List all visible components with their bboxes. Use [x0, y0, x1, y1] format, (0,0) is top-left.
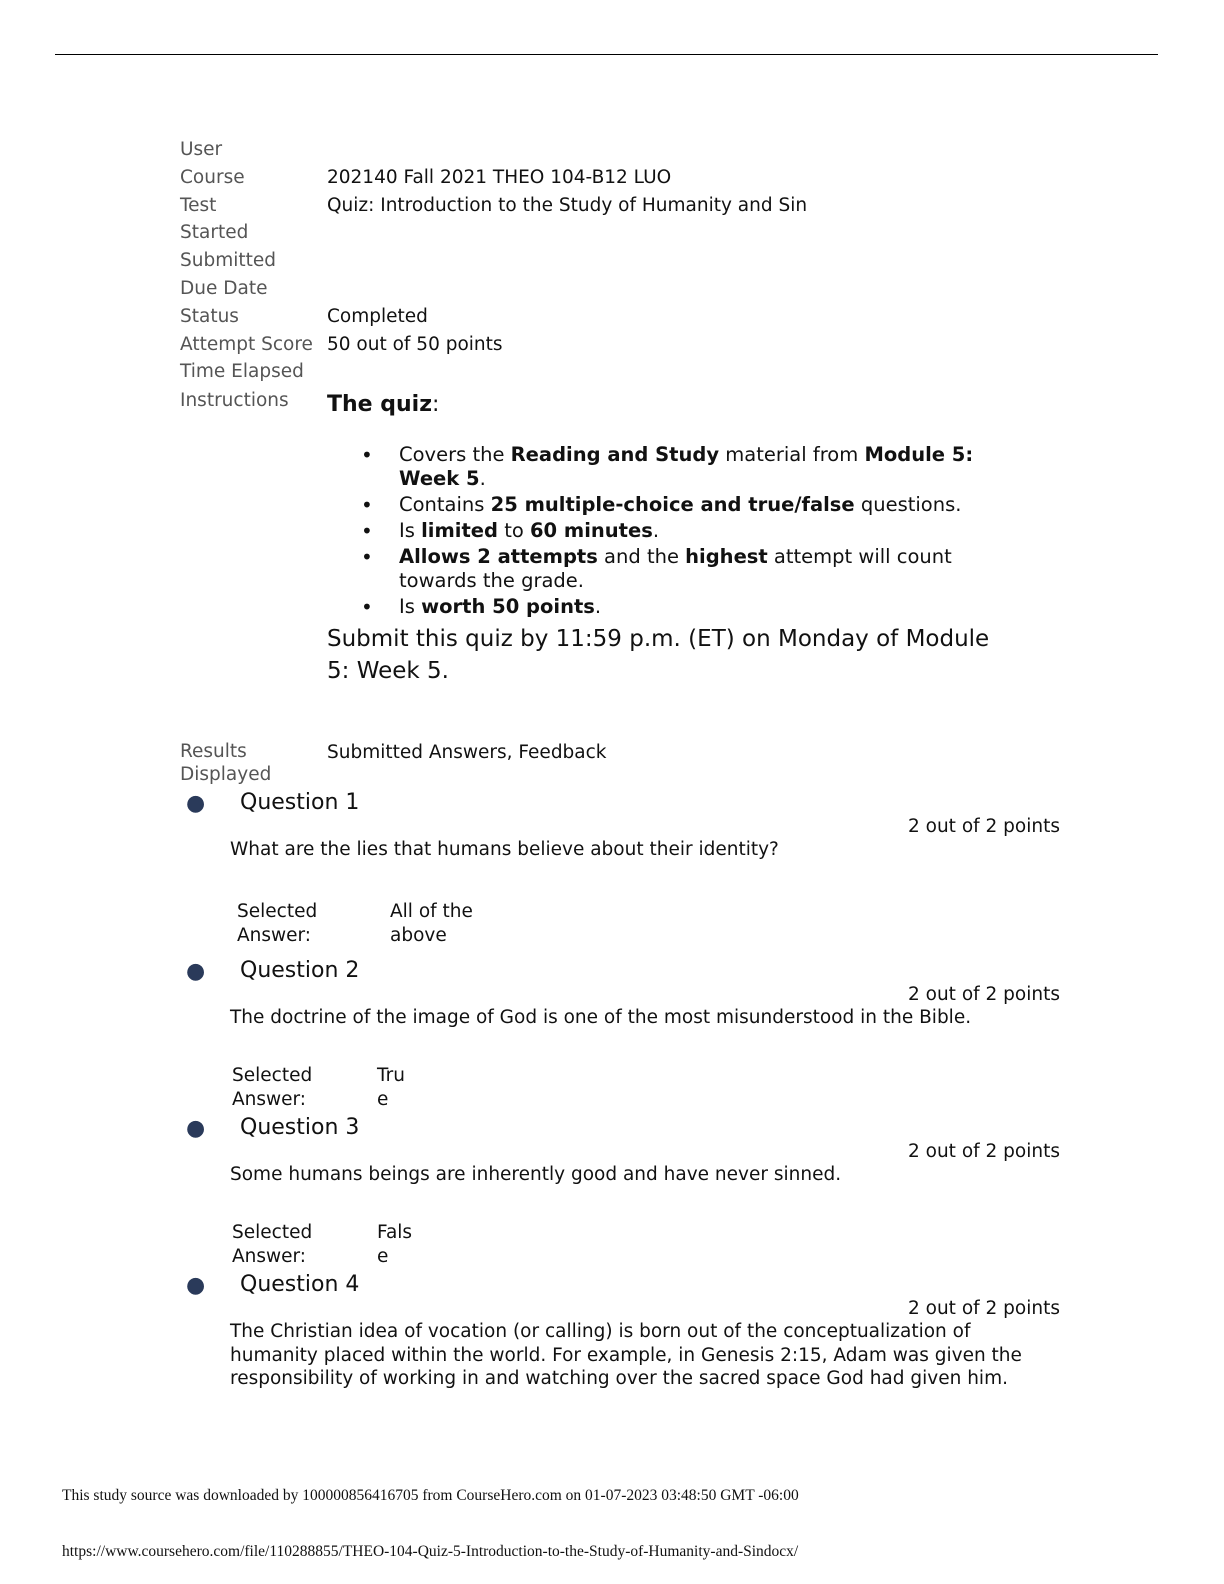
meta-label: Status	[180, 305, 239, 327]
selected-answer-value: True	[377, 1065, 405, 1110]
top-rule	[55, 54, 1158, 55]
meta-row-due-date	[180, 275, 807, 303]
meta-value: 202140 Fall 2021 THEO 104-B12 LUO	[327, 166, 672, 188]
instruction-text: to	[498, 519, 530, 542]
selected-answer-value: All of the above	[390, 901, 473, 946]
meta-label: User	[180, 139, 223, 160]
instruction-text: Is	[399, 519, 422, 542]
instruction-text: .	[479, 467, 486, 490]
instruction-item	[399, 595, 1027, 619]
results-label: Results Displayed	[180, 741, 272, 785]
meta-value: 50 out of 50 points	[327, 333, 503, 355]
meta-label: Due Date	[180, 277, 268, 299]
meta-row-attempt-score	[180, 331, 807, 359]
instruction-bold-text: worth 50 points	[421, 595, 595, 618]
question-title: Question 4	[240, 1272, 360, 1297]
instruction-text: Is	[399, 595, 422, 618]
instruction-bold-text: 25 multiple-choice and true/false	[490, 493, 855, 516]
meta-row-status	[180, 303, 807, 331]
bullet-icon: ●	[186, 1116, 206, 1141]
instruction-text: questions.	[854, 493, 962, 516]
question-points: 2 out of 2 points	[907, 984, 1060, 1005]
instruction-bold-text: Reading and Study	[510, 443, 720, 466]
instructions-body	[327, 387, 1027, 687]
meta-label: Time Elapsed	[180, 361, 304, 383]
instruction-item	[399, 443, 1027, 491]
instruction-text: Covers the	[399, 443, 511, 466]
results-value: Submitted Answers, Feedback	[327, 742, 607, 763]
meta-value: Quiz: Introduction to the Study of Humanity and Sin	[327, 194, 808, 216]
quiz-heading-text: The quiz	[327, 392, 433, 417]
instruction-text: Contains	[399, 493, 491, 516]
bullet-icon: ●	[186, 959, 206, 984]
meta-row-time-elapsed	[180, 358, 807, 386]
instruction-bold-text: Allows 2 attempts	[399, 545, 598, 568]
results-displayed-row	[180, 741, 607, 786]
attempt-details	[180, 136, 807, 386]
selected-answer	[232, 1221, 419, 1268]
instruction-bold-text: Module 5: Week 5	[399, 443, 974, 490]
instruction-text: .	[594, 595, 602, 618]
instruction-item	[399, 545, 1027, 593]
question-title: Question 1	[240, 790, 360, 815]
instruction-item	[399, 493, 1027, 517]
instruction-text: and the	[597, 545, 686, 568]
submit-deadline-note: Submit this quiz by 11:59 p.m. (ET) on Monday of Module 5: Week 5.	[327, 626, 990, 684]
question-points: 2 out of 2 points	[907, 816, 1060, 837]
instruction-item	[399, 519, 1027, 543]
question-1	[180, 789, 1062, 949]
selected-answer	[237, 900, 490, 947]
selected-answer-label: Selected Answer:	[237, 901, 318, 946]
source-url[interactable]: https://www.coursehero.com/file/110288855/THEO-104-Quiz-5-Introduction-to-the-Study-of-Humanity-and-Sindocx/	[62, 1543, 799, 1560]
meta-label: Course	[180, 166, 245, 188]
instruction-text: .	[652, 519, 660, 542]
selected-answer-label: Selected Answer:	[232, 1065, 313, 1110]
instruction-text: attempt will count towards the grade.	[399, 545, 952, 592]
meta-label: Started	[180, 222, 249, 244]
question-text: Some humans beings are inherently good and have never sinned.	[230, 1164, 842, 1185]
question-text: The doctrine of the image of God is one of the most misunderstood in the Bible.	[230, 1007, 972, 1028]
question-points: 2 out of 2 points	[907, 1298, 1060, 1319]
question-4	[180, 1271, 1062, 1431]
instructions-section	[180, 387, 1027, 687]
question-3	[180, 1114, 1062, 1269]
bullet-icon: ●	[186, 791, 206, 816]
instructions-list	[327, 443, 1027, 619]
instruction-text: material from	[719, 443, 865, 466]
meta-value: Completed	[327, 305, 428, 327]
instruction-bold-text: 60 minutes	[529, 519, 653, 542]
quiz-heading-colon: :	[432, 392, 440, 417]
instruction-bold-text: highest	[685, 545, 768, 568]
question-points: 2 out of 2 points	[907, 1141, 1060, 1162]
question-text: The Christian idea of vocation (or calling) is born out of the conceptualization of humanity placed within the world. For example, in Genesis 2:15, Adam was given the responsibility of working in and watching over the sacred space God had given him.	[230, 1321, 1022, 1389]
meta-row-course	[180, 164, 807, 192]
download-notice: This study source was downloaded by 100000856416705 from CourseHero.com on 01-07-2023 03:48:50 GMT -06:00	[62, 1487, 799, 1504]
selected-answer-value: False	[377, 1222, 413, 1267]
question-text: What are the lies that humans believe about their identity?	[230, 839, 779, 860]
meta-label: Attempt Score	[180, 333, 313, 355]
question-title: Question 2	[240, 958, 360, 983]
quiz-heading	[327, 389, 1027, 421]
question-title: Question 3	[240, 1115, 360, 1140]
selected-answer-label: Selected Answer:	[232, 1222, 313, 1267]
meta-row-started	[180, 219, 807, 247]
meta-label: Submitted	[180, 250, 277, 272]
meta-row-submitted	[180, 247, 807, 275]
meta-row-user	[180, 136, 807, 164]
meta-label: Test	[180, 194, 217, 216]
question-2	[180, 957, 1062, 1112]
instructions-label: Instructions	[180, 390, 289, 411]
selected-answer	[232, 1064, 409, 1111]
bullet-icon: ●	[186, 1273, 206, 1298]
meta-row-test	[180, 192, 807, 220]
instruction-bold-text: limited	[421, 519, 498, 542]
